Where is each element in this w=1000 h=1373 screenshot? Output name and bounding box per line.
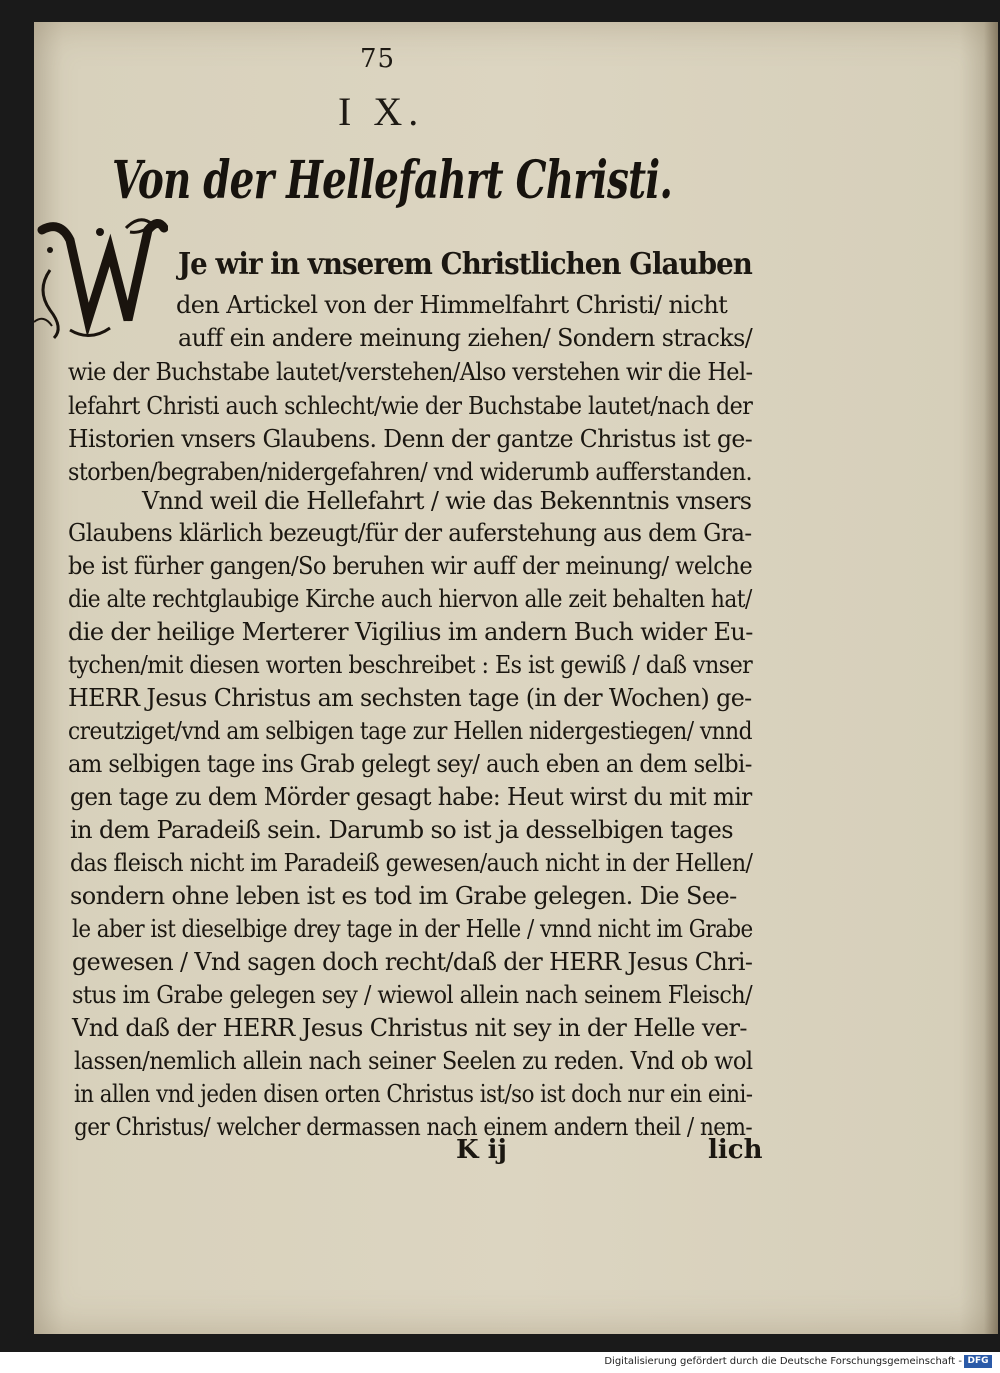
- catchword: lich: [708, 1135, 763, 1165]
- text-line-19: das fleisch nicht im Paradeiß gewesen/auch nicht in der Hellen/: [70, 849, 753, 877]
- text-line-4: wie der Buchstabe lautet/verstehen/Also verstehen wir die Hel-: [68, 358, 753, 386]
- text-line-20: sondern ohne leben ist es tod im Grabe gelegen. Die See-: [70, 882, 737, 910]
- funding-notice: Digitalisierung gefördert durch die Deutsche Forschungsgemeinschaft -: [604, 1356, 962, 1367]
- text-line-27: ger Christus/ welcher dermassen nach einem andern theil / nem-: [74, 1113, 753, 1141]
- text-line-15: creutziget/vnd am selbigen tage zur Hellen nidergestiegen/ vnnd: [68, 717, 752, 745]
- text-line-5: lefahrt Christi auch schlecht/wie der Buchstabe lautet/nach der: [68, 392, 753, 420]
- text-line-13: tychen/mit diesen worten beschreibet : Es ist gewiß / daß vnser: [68, 651, 753, 679]
- decorated-initial: [30, 210, 168, 345]
- text-line-26: in allen vnd jeden disen orten Christus ist/so ist doch nur ein eini-: [74, 1080, 753, 1108]
- text-line-7: storben/begraben/nidergefahren/ vnd widerumb aufferstanden.: [68, 458, 753, 486]
- chapter-title: Von der Hellefahrt Christi.: [112, 150, 673, 211]
- chapter-number: I X.: [338, 89, 425, 134]
- text-line-8: Vnnd weil die Hellefahrt / wie das Bekenntnis vnsers: [142, 487, 752, 515]
- decorated-initial-glyph: [30, 210, 168, 345]
- text-line-17: gen tage zu dem Mörder gesagt habe: Heut wirst du mit mir: [70, 783, 752, 811]
- text-line-1: Je wir in vnserem Christlichen Glauben: [178, 247, 752, 282]
- page-edge-shadow: [984, 22, 998, 1334]
- text-line-18: in dem Paradeiß sein. Darumb so ist ja desselbigen tages: [70, 816, 733, 844]
- text-line-24: Vnd daß der HERR Jesus Christus nit sey in der Helle ver-: [72, 1014, 747, 1042]
- text-line-22: gewesen / Vnd sagen doch recht/daß der HERR Jesus Chri-: [72, 948, 753, 976]
- text-line-2: den Artickel von der Himmelfahrt Christi/ nicht: [176, 291, 728, 319]
- text-line-9: Glaubens klärlich bezeugt/für der auferstehung aus dem Gra-: [68, 519, 752, 547]
- text-line-14: HERR Jesus Christus am sechsten tage (in der Wochen) ge-: [68, 684, 752, 712]
- initial-letter-text: W: [30, 210, 32, 211]
- text-line-25: lassen/nemlich allein nach seiner Seelen zu reden. Vnd ob wol: [74, 1047, 753, 1075]
- text-line-11: die alte rechtglaubige Kirche auch hiervon alle zeit behalten hat/: [68, 585, 752, 613]
- dfg-logo: DFG: [964, 1355, 992, 1368]
- page-number: 75: [360, 44, 396, 74]
- text-line-12: die der heilige Merterer Vigilius im andern Buch wider Eu-: [68, 618, 753, 646]
- text-line-10: be ist fürher gangen/So beruhen wir auff der meinung/ welche: [68, 552, 753, 580]
- text-line-6: Historien vnsers Glaubens. Denn der gantze Christus ist ge-: [68, 425, 753, 453]
- text-line-21: le aber ist dieselbige drey tage in der Helle / vnnd nicht im Grabe: [72, 915, 753, 943]
- text-line-23: stus im Grabe gelegen sey / wiewol allein nach seinem Fleisch/: [72, 981, 753, 1009]
- text-line-16: am selbigen tage ins Grab gelegt sey/ auch eben an dem selbi-: [68, 750, 752, 778]
- signature-mark: K ij: [456, 1135, 507, 1165]
- text-line-3: auff ein andere meinung ziehen/ Sondern stracks/: [178, 324, 753, 352]
